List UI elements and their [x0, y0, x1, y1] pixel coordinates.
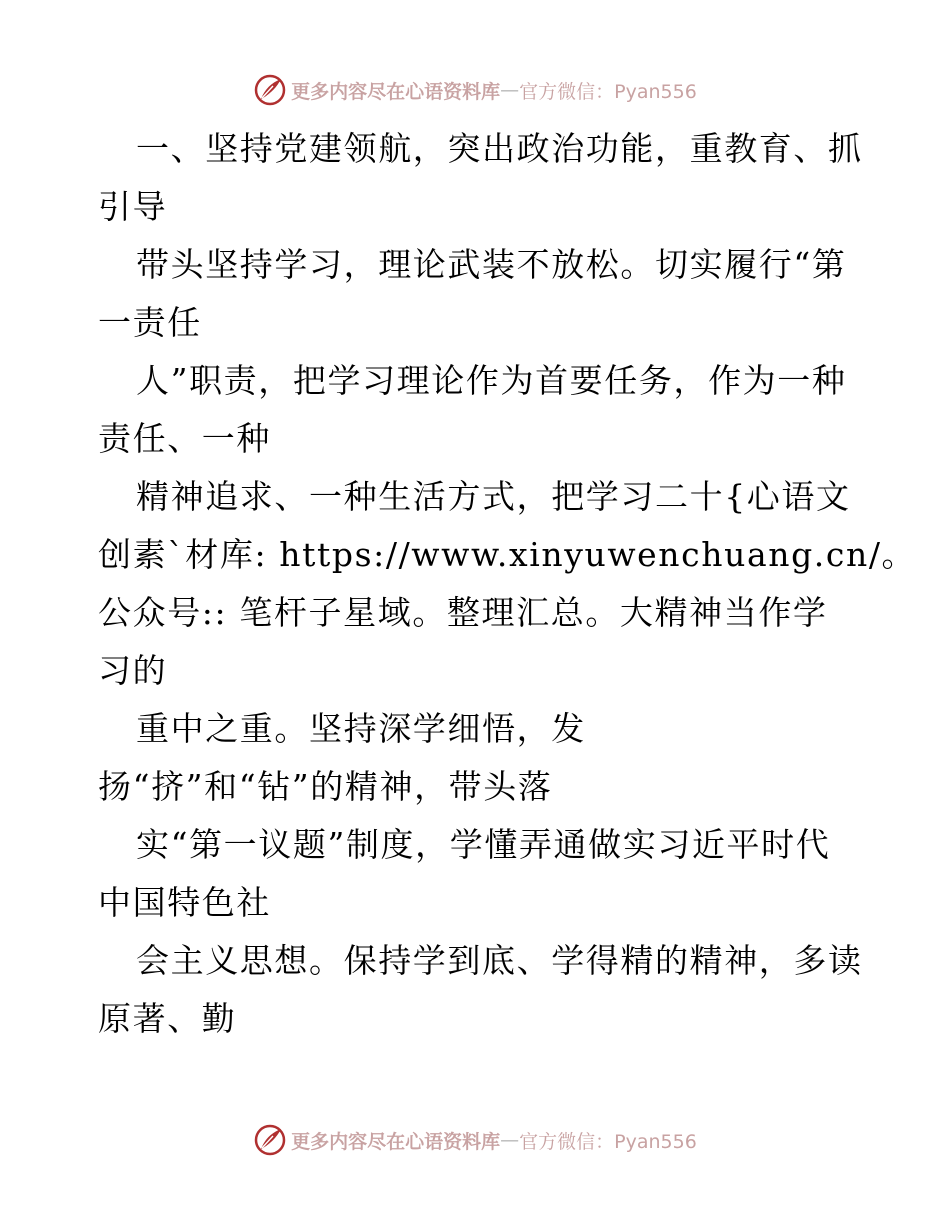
text-line: 带头坚持学习，理论武装不放松。切实履行“第 [136, 245, 847, 284]
text-line: 责任、一种 [98, 419, 271, 458]
text-line: 扬“挤”和“钻”的精神，带头落 [98, 767, 553, 806]
text-line: 重中之重。坚持深学细悟，发 [136, 709, 586, 748]
watermark-separator: — [500, 1129, 520, 1151]
text-line: 精神追求、一种生活方式，把学习二十{心语文 [136, 477, 851, 516]
watermark-separator: — [500, 79, 520, 101]
watermark-brand: 更多内容尽在心语资料库 [291, 1130, 501, 1153]
text-line: 引导 [98, 187, 168, 226]
watermark-contact: 官方微信：Pyan556 [519, 1130, 697, 1153]
text-line: 中国特色社 [98, 883, 271, 922]
watermark-brand: 更多内容尽在心语资料库 [291, 80, 501, 103]
quill-logo-icon [253, 73, 287, 107]
text-line: 习的 [98, 651, 168, 690]
text-line: 一、坚持党建领航，突出政治功能，重教育、抓 [136, 129, 863, 168]
text-line: 一责任 [98, 303, 202, 342]
text-line: 创素`材库: https://www.xinyuwenchuang.cn/。 [98, 535, 917, 574]
header-watermark [0, 70, 950, 110]
text-line: 人”职责，把学习理论作为首要任务，作为一种 [136, 361, 847, 400]
text-line: 实“第一议题”制度，学懂弄通做实习近平时代 [136, 825, 831, 864]
document-body [98, 120, 917, 1048]
text-line: 会主义思想。保持学到底、学得精的精神，多读 [136, 941, 863, 980]
quill-logo-icon [253, 1123, 287, 1157]
text-line: 原著、勤 [98, 999, 237, 1038]
text-line: 公众号:: 笔杆子星域。整理汇总。大精神当作学 [98, 593, 828, 632]
footer-watermark [0, 1120, 950, 1160]
watermark-contact: 官方微信：Pyan556 [519, 80, 697, 103]
